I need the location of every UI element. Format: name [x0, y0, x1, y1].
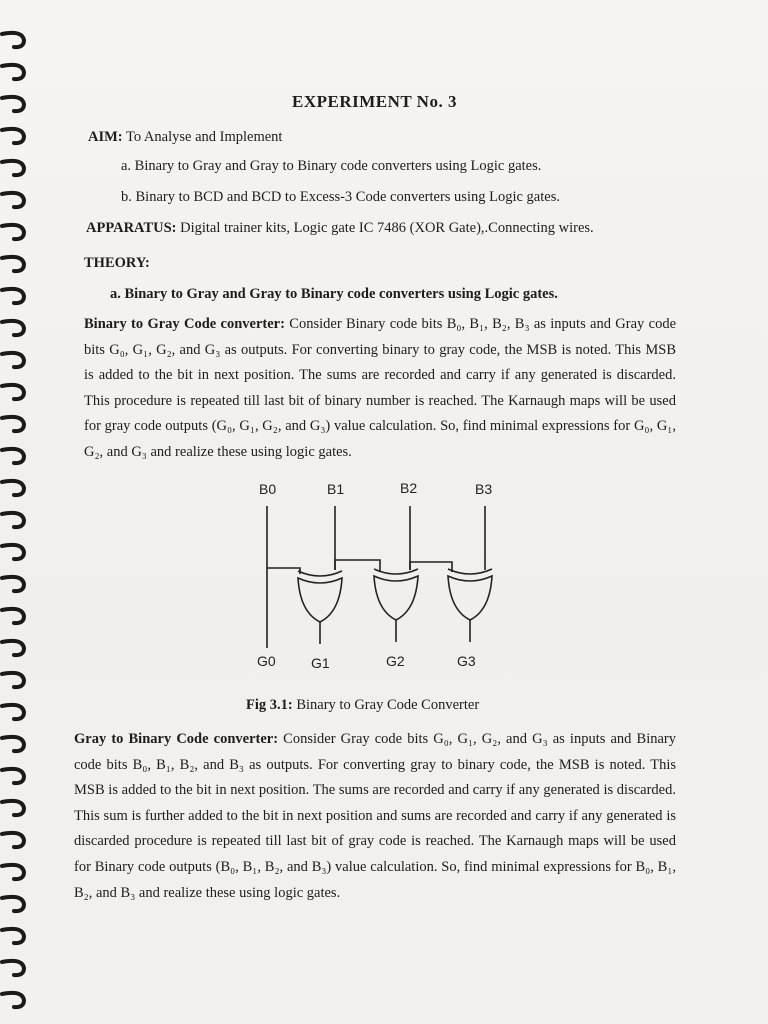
label-g0: G0 — [257, 653, 276, 669]
label-g1: G1 — [311, 655, 330, 671]
label-b1: B1 — [327, 481, 345, 497]
gray-to-binary-paragraph — [74, 727, 676, 906]
apparatus-line — [86, 220, 594, 237]
binary-to-gray-paragraph — [84, 312, 676, 466]
gray-to-binary-label: Gray to Binary Code converter: — [74, 731, 279, 747]
section-a-heading: a. Binary to Gray and Gray to Binary code converters using Logic gates. — [110, 286, 558, 302]
spiral-coil — [2, 737, 24, 751]
spiral-coil — [2, 513, 24, 527]
label-b0: B0 — [259, 481, 277, 497]
apparatus-label: APPARATUS: — [86, 220, 177, 236]
spiral-coil — [2, 609, 24, 623]
binary-to-gray-circuit — [240, 474, 530, 674]
spiral-coil — [2, 33, 24, 47]
theory-heading: THEORY: — [84, 255, 150, 271]
spiral-coil — [2, 161, 24, 175]
spiral-coil — [2, 65, 24, 79]
label-b3: B3 — [475, 481, 493, 497]
aim-line — [88, 129, 282, 146]
label-b2: B2 — [400, 480, 418, 496]
spiral-coil — [2, 833, 24, 847]
label-g2: G2 — [386, 653, 405, 669]
label-g3: G3 — [457, 653, 476, 669]
spiral-coil — [2, 257, 24, 271]
wire-b1-to-xor2 — [335, 560, 380, 572]
spiral-coil — [2, 929, 24, 943]
spiral-coil — [2, 97, 24, 111]
spiral-coil — [2, 417, 24, 431]
experiment-title: EXPERIMENT No. 3 — [292, 92, 457, 111]
xor-gate-1 — [298, 571, 342, 644]
spiral-coil — [2, 705, 24, 719]
wire-b0-to-xor1 — [267, 568, 300, 574]
spiral-coil — [2, 641, 24, 655]
apparatus-text: Digital trainer kits, Logic gate IC 7486 (XOR Gate),.Connecting wires. — [176, 220, 594, 236]
spiral-coil — [2, 673, 24, 687]
gray-to-binary-text: Consider Gray code bits G₀, G₁, G₂, and G₃ as inputs and Binary code bits B₀, B₁, B₂, and B₃ as outputs. For converting gray to binary code, the MSB is noted. This MSB is added to the bit in next position. The sums are recorded and carry if any generated is discarded. This sum is further added to the bit in next position and sums are recorded and carry if any generated is discarded procedure is repeated till last bit of gray code is reached. The Karnaugh maps will be used for Binary code outputs (B₀, B₁, B₂, and B₃) value calculation. So, find minimal expressions for B₀, B₁, B₂, and B₃ and realize these using logic gates. — [74, 731, 676, 901]
xor-gate-2 — [374, 569, 418, 642]
binary-to-gray-text: Consider Binary code bits B₀, B₁, B₂, B₃ as inputs and Gray code bits G₀, G₁, G₂, and G₃ as outputs. For converting binary to gray code, the MSB is noted. This MSB is added to the bit in next position. The sums are recorded and carry if any generated is discarded. This procedure is repeated till last bit of binary number is reached. The Karnaugh maps will be used for gray code outputs (G₀, G₁, G₂, and G₃) value calculation. So, find minimal expressions for G₀, G₁, G₂, and G₃ and realize these using logic gates. — [84, 316, 677, 460]
xor-gate-3 — [448, 569, 492, 642]
spiral-coil — [2, 993, 24, 1007]
spiral-coil — [2, 385, 24, 399]
aim-item-b: b. Binary to BCD and BCD to Excess-3 Code converters using Logic gates. — [121, 189, 560, 205]
aim-label: AIM: — [88, 129, 123, 145]
spiral-coil — [2, 449, 24, 463]
spiral-coil — [2, 577, 24, 591]
spiral-coil — [2, 481, 24, 495]
figure-caption — [246, 697, 479, 714]
spiral-coil — [2, 545, 24, 559]
spiral-coil — [2, 193, 24, 207]
spiral-coil — [2, 961, 24, 975]
spiral-coil — [2, 289, 24, 303]
aim-item-a: a. Binary to Gray and Gray to Binary code converters using Logic gates. — [121, 158, 542, 174]
spiral-coil — [2, 801, 24, 815]
spiral-coil — [2, 225, 24, 239]
figure-caption-label: Fig 3.1: — [246, 697, 293, 713]
figure-caption-text: Binary to Gray Code Converter — [292, 697, 480, 713]
spiral-coil — [2, 865, 24, 879]
spiral-coil — [2, 353, 24, 367]
spiral-coil — [2, 897, 24, 911]
spiral-coil — [2, 321, 24, 335]
spiral-binding — [0, 20, 34, 1024]
aim-text: To Analyse and Implement — [122, 129, 283, 145]
binary-to-gray-label: Binary to Gray Code converter: — [84, 316, 285, 332]
spiral-coil — [2, 129, 24, 143]
spiral-coil — [2, 769, 24, 783]
